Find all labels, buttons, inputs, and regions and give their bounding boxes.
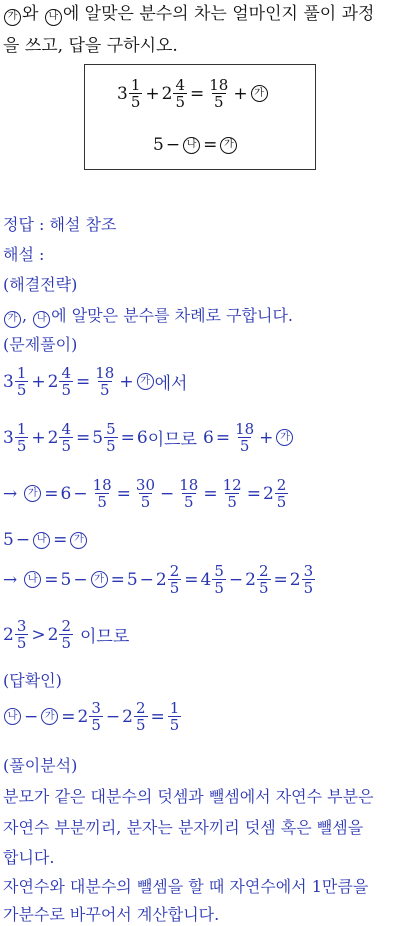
math-number: 2 [155, 569, 167, 590]
mixed-number [290, 563, 316, 596]
math-number: 4 [61, 364, 71, 382]
math-number: 5 [92, 427, 104, 448]
na-circle-icon: 나 [45, 9, 62, 26]
math-number [104, 421, 118, 454]
check-heading: (답확인) [3, 671, 62, 690]
mixed-number [48, 365, 74, 398]
math-operator: = [150, 706, 165, 727]
math-number [15, 365, 29, 398]
math-number: 4 [200, 569, 212, 590]
math-number: 2 [47, 427, 59, 448]
math-number: 18 [95, 364, 115, 382]
math-number: 5 [258, 579, 269, 597]
math-number: 2 [258, 562, 269, 580]
arrow-icon: → [3, 483, 18, 504]
whole: 3 [117, 83, 128, 104]
math-operator: − [73, 569, 88, 590]
na-circle-icon: 나 [24, 571, 41, 588]
math-number: 4 [175, 76, 185, 94]
math-number: 5 [91, 716, 101, 734]
math-number: 2 [276, 476, 287, 494]
math-number [59, 618, 73, 651]
fraction [129, 77, 143, 110]
na-circle-icon: 나 [33, 311, 50, 328]
analysis-line-2: 자연수 부분끼리, 분자는 분자끼리 덧셈 혹은 뺄셈을 [3, 818, 364, 837]
math-number: 2 [262, 483, 274, 504]
ga-circle-icon: 가 [220, 137, 237, 154]
ga-circle-icon: 가 [276, 429, 293, 446]
solve-step-6 [3, 618, 129, 651]
mixed-number [48, 421, 74, 454]
fraction [168, 700, 182, 733]
math-operator: = [116, 483, 131, 504]
math-operator: + [31, 427, 46, 448]
math-operator: = [215, 427, 231, 448]
equation-box [84, 64, 316, 170]
fraction [173, 77, 187, 110]
ga-circle-icon: 가 [24, 485, 41, 502]
solve-step-3: → 가 = 6 − $\frac{18}{5}$ = $\frac{30}{5}$ − $\frac{18}{5}$ = $\frac{12}{5}$ = 2 $\frac{2}{5}$ [3, 477, 289, 510]
math-number: 5 [214, 562, 224, 580]
fraction [91, 477, 114, 510]
math-number: 5 [175, 93, 185, 111]
na-circle-icon: 나 [4, 708, 21, 725]
plus-sign: + [145, 83, 160, 104]
analysis-line-1: 분모가 같은 대분수의 덧셈과 뺄셈에서 자연수 부분은 [3, 787, 374, 806]
strategy-text: 가 , 나 에 알맞은 분수를 차례로 구합니다. [3, 306, 293, 328]
math-number [275, 477, 289, 510]
solve-heading: (문제풀이) [3, 335, 78, 354]
math-number: 5 [239, 437, 250, 455]
math-number [257, 563, 271, 596]
math-number: 5 [16, 381, 27, 399]
math-number: 5 [227, 493, 237, 511]
math-number: 18 [235, 420, 255, 438]
mixed-number [3, 365, 29, 398]
math-number: 1 [16, 420, 27, 438]
solve-step-4: 5 − 나 = 가 [3, 530, 88, 550]
math-operator: − [24, 706, 39, 727]
math-number: 12 [222, 476, 242, 494]
solve-step-1 [3, 365, 187, 398]
ga-circle-icon: 가 [137, 373, 154, 390]
math-number: 1 [169, 699, 180, 717]
math-operator: − [105, 706, 121, 727]
math-number: 2 [135, 699, 146, 717]
math-number [212, 563, 226, 596]
math-number: 2 [3, 624, 14, 645]
math-number: 2 [47, 624, 59, 645]
math-operator: = [76, 427, 91, 448]
mixed-number [156, 563, 182, 596]
math-operator: = [120, 427, 135, 448]
math-number: 5 [276, 493, 287, 511]
math-number [302, 563, 316, 596]
math-number: 2 [169, 562, 180, 580]
equals-sign: = [190, 83, 205, 104]
math-number: 2 [47, 371, 59, 392]
math-number: 5 [16, 437, 27, 455]
mixed-number [78, 700, 104, 733]
math-number [15, 421, 29, 454]
strategy-body: 에 알맞은 분수를 차례로 구합니다. [51, 306, 293, 325]
math-number [89, 700, 103, 733]
mixed-number [48, 618, 74, 651]
mixed-number [263, 477, 289, 510]
analysis-line-4: 자연수와 대분수의 뺄셈을 할 때 자연수에서 1만큼을 [3, 877, 369, 896]
math-operator: = [184, 569, 199, 590]
arrow-icon: → [3, 569, 18, 590]
ga-circle-icon: 가 [91, 571, 108, 588]
math-operator: = [44, 483, 59, 504]
math-number: 5 [61, 381, 71, 399]
math-number: 5 [214, 93, 224, 111]
math-number: 18 [92, 476, 112, 494]
equals-sign: = [203, 135, 218, 155]
math-number: 5 [169, 716, 180, 734]
analysis-line-5: 가분수로 바꾸어서 계산합니다. [3, 905, 220, 924]
math-number: 5 [61, 437, 71, 455]
check-equation [3, 700, 182, 733]
mixed-number [162, 77, 188, 110]
minus-sign: − [165, 135, 181, 155]
math-number: 2 [77, 706, 89, 727]
eseo-text: 에서 [154, 374, 188, 394]
math-operator: = [246, 483, 261, 504]
math-number: 5 [100, 381, 110, 399]
math-number: 5 [97, 493, 107, 511]
math-number: 2 [245, 569, 256, 590]
math-number: 1 [130, 76, 141, 94]
na-circle-icon: 나 [183, 137, 200, 154]
math-operator: − [15, 530, 31, 550]
math-number: 5 [169, 579, 180, 597]
mixed-number [92, 421, 118, 454]
math-number: 5 [135, 716, 146, 734]
question-line-1 [3, 4, 374, 26]
math-operator: − [73, 483, 88, 504]
math-number: 5 [214, 579, 224, 597]
analysis-heading: (풀이분석) [3, 756, 78, 775]
math-operator: + [259, 427, 274, 448]
math-operator: = [273, 569, 288, 590]
imeuro-text: 이므로 [147, 430, 197, 450]
math-number: 3 [3, 371, 14, 392]
math-number [168, 563, 182, 596]
fraction [177, 477, 200, 510]
math-number [134, 700, 148, 733]
math-number: 5 [106, 437, 116, 455]
math-number: 3 [16, 617, 27, 635]
math-operator: = [76, 371, 91, 392]
math-operator: + [31, 371, 46, 392]
math-number: 5 [130, 93, 141, 111]
solve-step-5: → 나 = 5 − 가 = 5 − 2 $\frac{2}{5}$ = 4 $\frac{5}{5}$ − 2 $\frac{2}{5}$ = 2 $\frac{3}{5}$ [3, 563, 316, 596]
math-number: 2 [289, 569, 301, 590]
math-operator: = [110, 569, 125, 590]
math-number: 4 [61, 420, 71, 438]
math-number: 2 [122, 706, 133, 727]
question-text-1: 에 알맞은 분수의 차는 얼마인지 풀이 과정 [62, 4, 375, 24]
math-operator: + [119, 371, 134, 392]
ga-circle-icon: 가 [251, 85, 268, 102]
math-number [59, 421, 73, 454]
analysis-line-3: 합니다. [3, 848, 55, 867]
solve-step-2: 3 $\frac{1}{5}$ + 2 $\frac{4}{5}$ = 5 $\frac{5}{5}$ = 6 이므로 6 = $\frac{18}{5}$ + 가 [3, 421, 294, 454]
question-line-2: 을 쓰고, 답을 구하시오. [3, 36, 178, 56]
math-operator: > [31, 624, 46, 645]
math-number: 5 [61, 634, 71, 652]
math-number: 3 [3, 427, 14, 448]
whole: 2 [161, 83, 173, 104]
math-number: 5 [140, 493, 151, 511]
mixed-number [122, 700, 148, 733]
math-operator: = [44, 569, 59, 590]
ga-circle-icon: 가 [4, 9, 21, 26]
math-number: 2 [61, 617, 71, 635]
math-number [59, 365, 73, 398]
fraction [233, 421, 256, 454]
mixed-number [117, 77, 143, 110]
math-number: 5 [184, 493, 194, 511]
math-number: 18 [179, 476, 199, 494]
question-wa: 와 [22, 4, 39, 24]
math-operator: − [139, 569, 154, 590]
strategy-heading: (해결전략) [3, 275, 78, 294]
math-number: 5 [303, 579, 314, 597]
na-circle-icon: 나 [33, 532, 50, 549]
math-operator: − [228, 569, 244, 590]
mixed-number [3, 421, 29, 454]
box-equation-1 [117, 77, 269, 110]
math-number: 3 [303, 562, 314, 580]
mixed-number [245, 563, 271, 596]
mixed-number [201, 563, 227, 596]
number: 5 [153, 135, 164, 155]
math-number: 30 [135, 476, 156, 494]
imeuro-text: 이므로 [80, 627, 130, 647]
answer-label: 정답 : 해설 참조 [3, 215, 117, 234]
fraction [93, 365, 116, 398]
fraction [134, 477, 157, 510]
ga-circle-icon: 가 [70, 532, 87, 549]
haeseol-label: 해설 : [3, 245, 45, 264]
math-number: 3 [91, 699, 101, 717]
plus-sign: + [233, 83, 248, 104]
ga-circle-icon: 가 [41, 708, 58, 725]
math-number: 5 [106, 420, 116, 438]
math-number: 18 [209, 76, 229, 94]
math-operator: = [203, 483, 218, 504]
math-operator: = [61, 706, 76, 727]
math-number: 5 [16, 634, 27, 652]
math-operator: = [53, 530, 68, 550]
math-number [15, 618, 29, 651]
math-operator: − [160, 483, 175, 504]
ga-circle-icon: 가 [4, 311, 21, 328]
math-number: 1 [16, 364, 27, 382]
box-equation-2 [153, 135, 238, 155]
fraction [207, 77, 230, 110]
fraction [221, 477, 244, 510]
mixed-number [3, 618, 29, 651]
